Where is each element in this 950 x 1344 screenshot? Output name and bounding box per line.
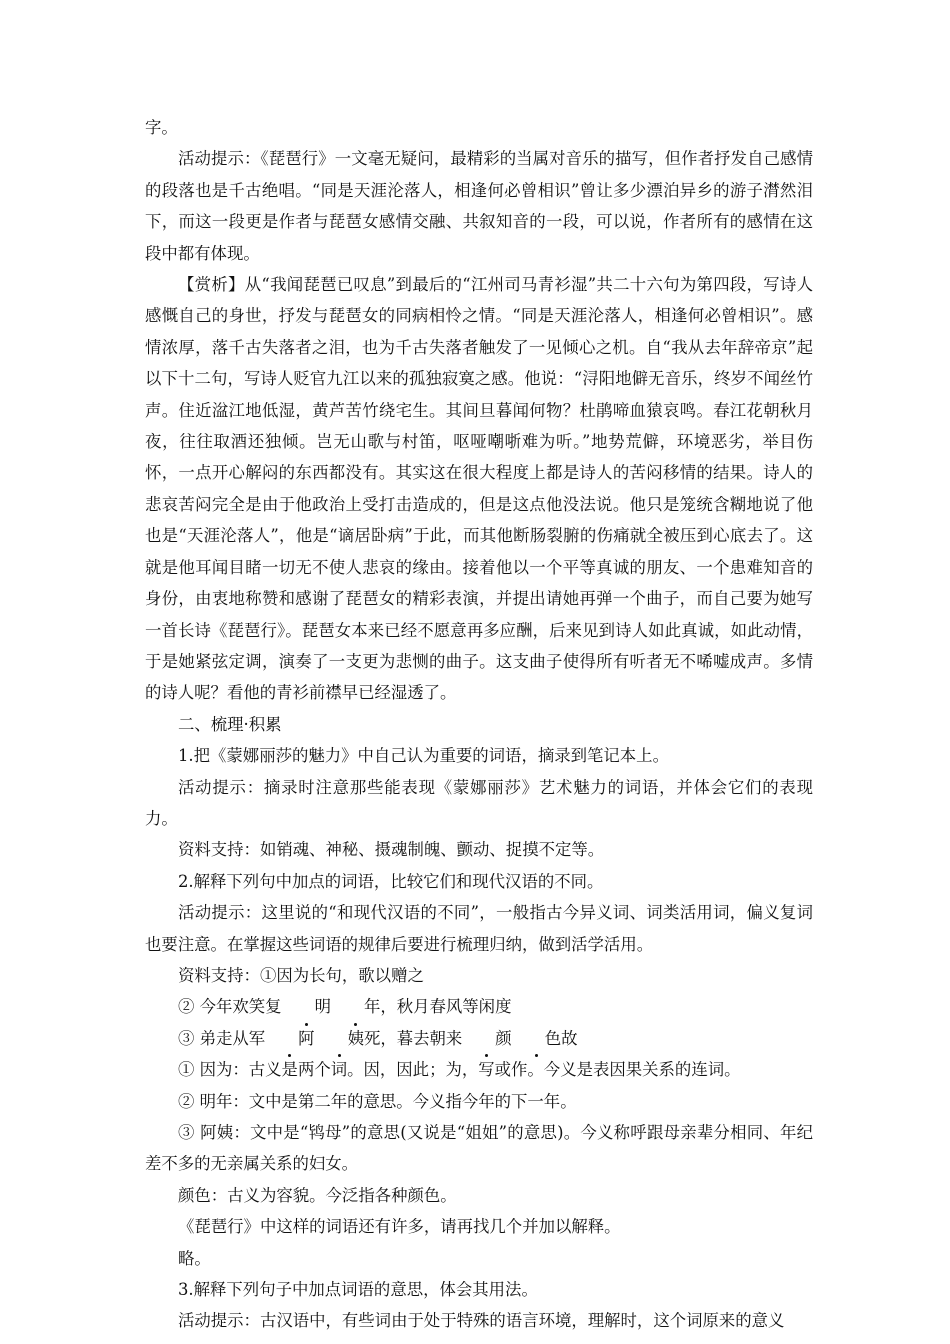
example-text: 故 <box>561 1028 578 1048</box>
dotted-word: 颜 <box>462 1023 511 1054</box>
example-sentence-3 <box>145 1023 813 1054</box>
emphasis-dot <box>338 1054 341 1057</box>
task-3-prompt: 3.解释下列句子中加点词语的意思，体会其用法。 <box>178 1280 538 1300</box>
task-1-support: 资料支持：如销魂、神秘、摄魂制魄、颤动、捉摸不定等。 <box>178 840 605 860</box>
task-2-hint: 活动提示：这里说的“和现代汉语的不同”，一般指古今异义词、词类活用词，偏义复词也要注意。在掌握这些词语的规律后要进行梳理归纳，做到活学活用。 <box>145 903 813 954</box>
task-1-prompt: 1.把《蒙娜丽莎的魅力》中自己认为重要的词语，摘录到笔记本上。 <box>178 746 669 766</box>
omitted-note: 略。 <box>178 1248 211 1268</box>
dotted-word: 阿 <box>265 1023 314 1054</box>
activity-hint-paragraph: 活动提示：《琵琶行》一文毫无疑问，最精彩的当属对音乐的描写，但作者抒发自己感情的段落也是千古绝唱。“同是天涯沦落人，相逢何必曾相识”曾让多少漂泊异乡的游子潸然泪下，而这一段更是作者与琵琶女感情交融、共叙知音的一段，可以说，作者所有的感情在这段中都有体现。 <box>145 149 813 263</box>
task-2-support: 资料支持：①因为长句，歌以赠之 <box>178 965 424 985</box>
task-1-hint: 活动提示：摘录时注意那些能表现《蒙娜丽莎》艺术魅力的词语，并体会它们的表现力。 <box>145 777 813 828</box>
task-2-followup: 《琵琶行》中这样的词语还有许多，请再找几个并加以解释。 <box>178 1217 621 1237</box>
task-2-prompt: 2.解释下列句中加点的词语，比较它们和现代汉语的不同。 <box>178 871 604 891</box>
continuation-text: 字。 <box>145 118 178 137</box>
document-body <box>145 112 813 1337</box>
dotted-word: 色 <box>512 1023 561 1054</box>
dotted-word: 明 <box>282 991 331 1022</box>
dotted-word: 年 <box>331 991 380 1022</box>
answer-3: ③ 阿姨：文中是“鸨母”的意思(又说是“姐姐”的意思)。今义称呼跟母亲辈分相同、年纪差不多的无亲属关系的妇女。 <box>145 1123 813 1174</box>
example-text: ，秋月春风等闲度 <box>380 997 512 1017</box>
example-text: ② 今年欢笑复 <box>178 997 282 1017</box>
answer-2: ② 明年：文中是第二年的意思。今义指今年的下一年。 <box>178 1091 577 1111</box>
dotted-word: 姨 <box>315 1023 364 1054</box>
task-3-hint: 活动提示：古汉语中，有些词由于处于特殊的语言环境，理解时，这个词原来的意义 <box>178 1311 785 1331</box>
section-heading: 二、梳理·积累 <box>178 714 282 734</box>
example-text: ③ 弟走从军 <box>178 1028 266 1048</box>
answer-1: ① 因为：古义是两个词。因，因此；为，写或作。今义是表因果关系的连词。 <box>178 1060 741 1080</box>
answer-4: 颜色：古义为容貌。今泛指各种颜色。 <box>178 1185 457 1205</box>
analysis-paragraph: 【赏析】从“我闻琵琶已叹息”到最后的“江州司马青衫湿”共二十六句为第四段，写诗人感慨自己的身世，抒发与琵琶女的同病相怜之情。“同是天涯沦落人，相逢何必曾相识”。感情浓厚，落千古失落者之泪，也为千古失落者触发了一见倾心之机。自“我从去年辞帝京”起以下十二句，写诗人贬官九江以来的孤独寂寞之感。他说：“浔阳地僻无音乐，终岁不闻丝竹声。住近湓江地低湿，黄芦苦竹绕宅生。其间旦暮闻何物？杜鹃啼血猿哀鸣。春江花朝秋月夜，往往取酒还独倾。岂无山歌与村笛，呕哑嘲哳难为听。”地势荒僻，环境恶劣，举目伤怀，一点开心解闷的东西都没有。其实这在很大程度上都是诗人的苦闷移情的结果。诗人的悲哀苦闷完全是由于他政治上受打击造成的，但是这点他没法说。他只是笼统含糊地说了他也是“天涯沦落人”，他是“谪居卧病”于此，而其他断肠裂腑的伤痛就全被压到心底去了。这就是他耳闻目睹一切无不使人悲哀的缘由。接着他以一个平等真诚的朋友、一个患难知音的身份，由衷地称赞和感谢了琵琶女的精彩表演，并提出请她再弹一个曲子，而自己要为她写一首长诗《琵琶行》。琵琶女本来已经不愿意再多应酬，后来见到诗人如此真诚，如此动情，于是她紧弦定调，演奏了一支更为悲恻的曲子。这支曲子使得所有听者无不唏嘘成声。多情的诗人呢？看他的青衫前襟早已经湿透了。 <box>145 275 813 703</box>
example-sentence-2 <box>145 991 813 1022</box>
example-text: 死，暮去朝来 <box>363 1028 463 1048</box>
